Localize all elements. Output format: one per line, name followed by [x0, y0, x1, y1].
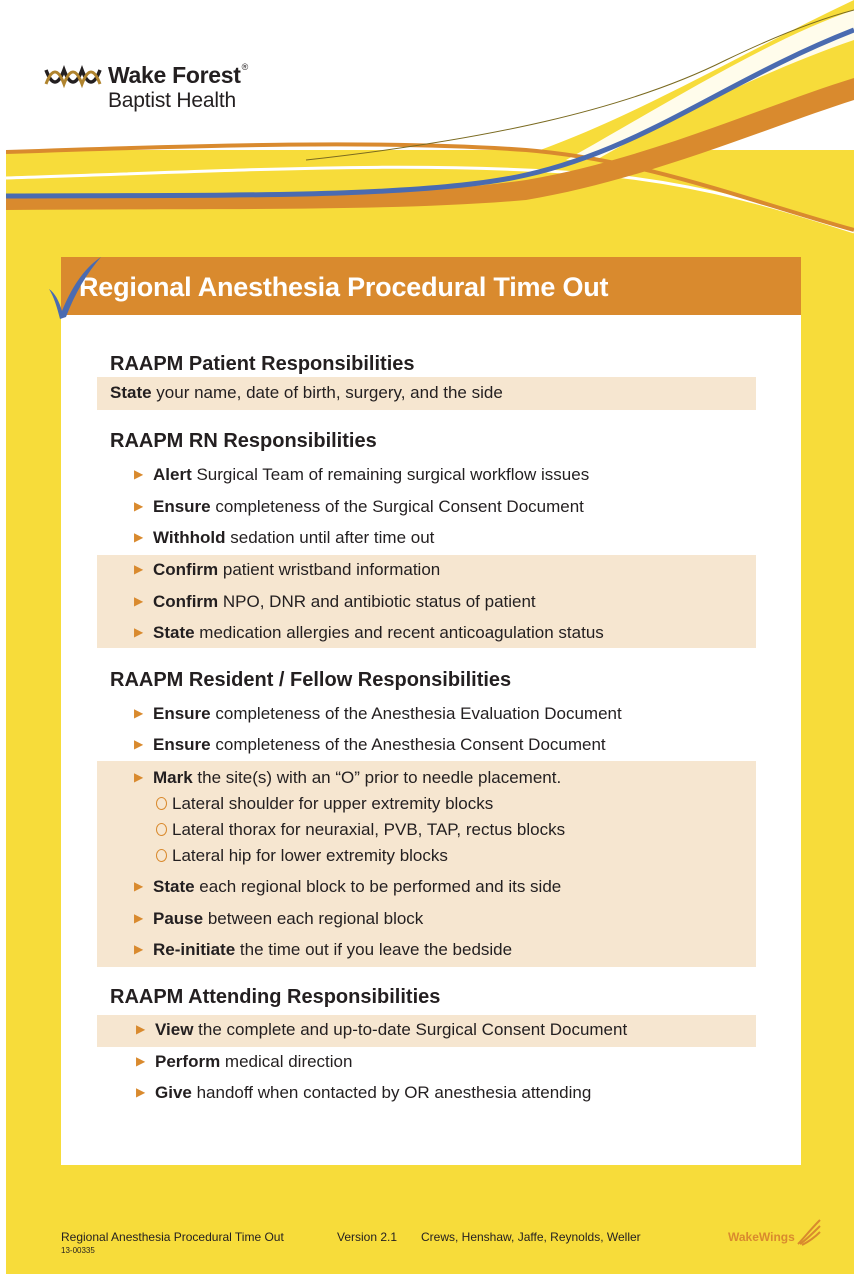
list-item: ▶ Confirm NPO, DNR and antibiotic status of patient [134, 592, 536, 611]
content-card [61, 257, 801, 1165]
section-heading-rn: RAAPM RN Responsibilities [110, 430, 377, 452]
logo-subtitle: Baptist Health [108, 89, 236, 112]
sub-list-item: Lateral thorax for neuraxial, PVB, TAP, rectus blocks [156, 820, 565, 840]
section-heading-resident: RAAPM Resident / Fellow Responsibilities [110, 669, 512, 691]
logo [44, 60, 284, 116]
poster [6, 0, 854, 1274]
footer-version: Version 2.1 [337, 1230, 398, 1244]
list-item: ▶ Withhold sedation until after time out [134, 528, 435, 547]
list-item: ▶ View the complete and up-to-date Surgical Consent Document [136, 1020, 628, 1039]
wakewings-logo: WakeWings [728, 1230, 795, 1244]
list-item: ▶ Alert Surgical Team of remaining surgical workflow issues [134, 465, 590, 484]
list-item: ▶ Confirm patient wristband information [134, 560, 441, 579]
list-item: ▶ Give handoff when contacted by OR anesthesia attending [136, 1083, 592, 1102]
list-item: ▶ Ensure completeness of the Surgical Consent Document [134, 497, 584, 516]
triangle-right-icon: ▶ [134, 467, 144, 481]
triangle-right-icon: ▶ [134, 499, 144, 513]
triangle-right-icon: ▶ [134, 911, 144, 925]
list-item: ▶ Re-initiate the time out if you leave the bedside [134, 940, 513, 959]
circle-o-icon [156, 849, 167, 862]
list-item: ▶ Mark the site(s) with an “O” prior to needle placement. [134, 768, 562, 787]
triangle-right-icon: ▶ [134, 770, 144, 784]
footer-code: 13-00335 [61, 1246, 95, 1255]
section-heading-attending: RAAPM Attending Responsibilities [110, 986, 441, 1008]
wings-icon [796, 1218, 822, 1246]
title-bar [61, 257, 801, 315]
footer-authors: Crews, Henshaw, Jaffe, Reynolds, Weller [421, 1230, 641, 1244]
page-title: Regional Anesthesia Procedural Time Out [79, 272, 609, 302]
sub-list-item: Lateral shoulder for upper extremity blocks [156, 794, 493, 814]
section-heading-patient: RAAPM Patient Responsibilities [110, 353, 415, 375]
triangle-right-icon: ▶ [134, 706, 144, 720]
triangle-right-icon: ▶ [134, 562, 144, 576]
list-item: ▶ State medication allergies and recent anticoagulation status [134, 623, 604, 642]
patient-line: State your name, date of birth, surgery, and the side [110, 383, 503, 402]
footer-title: Regional Anesthesia Procedural Time Out [61, 1230, 284, 1244]
wake-forest-helix-logo-icon [44, 62, 102, 92]
triangle-right-icon: ▶ [134, 625, 144, 639]
triangle-right-icon: ▶ [134, 530, 144, 544]
logo-wordmark: Wake Forest® [108, 62, 248, 88]
list-item: ▶ Perform medical direction [136, 1052, 353, 1071]
triangle-right-icon: ▶ [134, 737, 144, 751]
triangle-right-icon: ▶ [134, 879, 144, 893]
list-item: ▶ Pause between each regional block [134, 909, 424, 928]
list-item: ▶ Ensure completeness of the Anesthesia Evaluation Document [134, 704, 622, 723]
checkmark-icon [47, 255, 107, 321]
triangle-right-icon: ▶ [134, 594, 144, 608]
list-item: ▶ State each regional block to be performed and its side [134, 877, 562, 896]
sub-list-item: Lateral hip for lower extremity blocks [156, 846, 448, 866]
decorative-swooshes [6, 0, 854, 260]
triangle-right-icon: ▶ [136, 1054, 146, 1068]
registered-mark: ® [241, 62, 248, 72]
circle-o-icon [156, 823, 167, 836]
triangle-right-icon: ▶ [134, 942, 144, 956]
list-item: ▶ Ensure completeness of the Anesthesia Consent Document [134, 735, 606, 754]
footer [6, 1226, 854, 1266]
triangle-right-icon: ▶ [136, 1022, 146, 1036]
circle-o-icon [156, 797, 167, 810]
triangle-right-icon: ▶ [136, 1085, 146, 1099]
